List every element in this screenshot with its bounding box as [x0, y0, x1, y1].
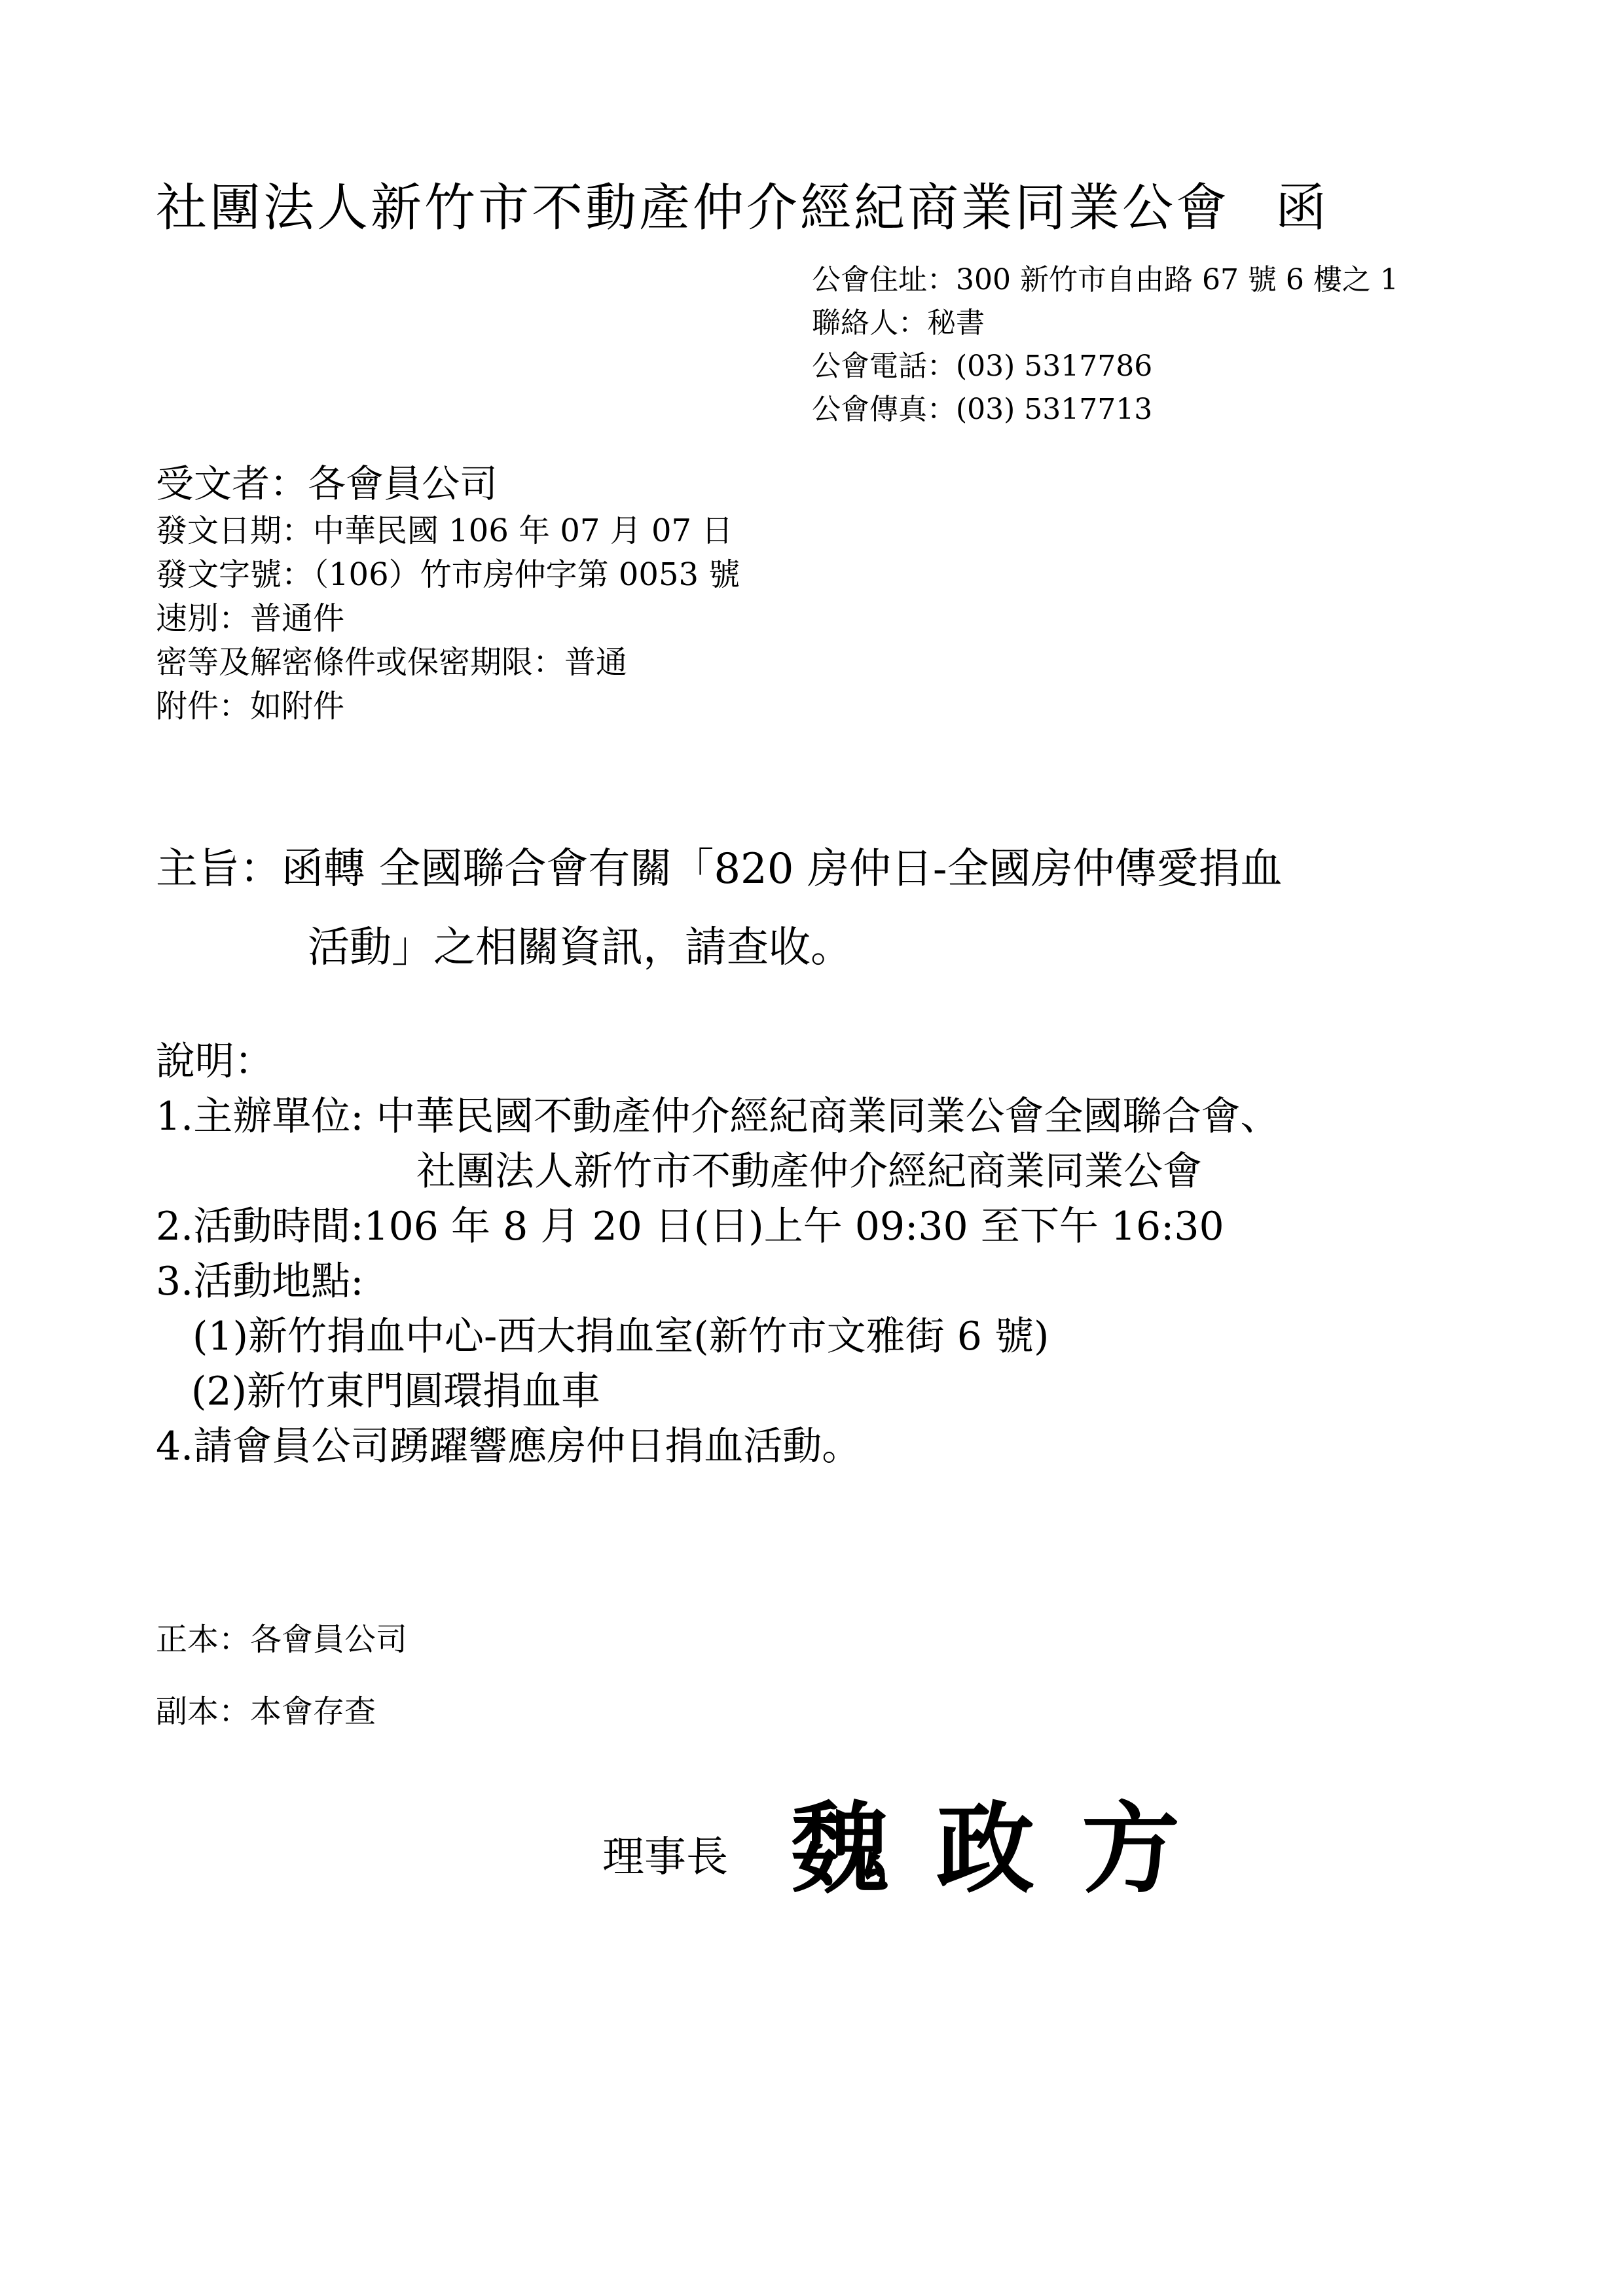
location-2: (2)新竹東門圓環捐血車	[191, 1369, 600, 1414]
attachment: 附件：如附件	[156, 688, 345, 725]
copies	[156, 1604, 407, 1748]
phone: 公會電話：(03) 5317786	[812, 350, 1153, 383]
organization-name: 社團法人新竹市不動產仲介經紀商業同業公會	[156, 179, 1230, 238]
subject-line-1: 主旨：函轉 全國聯合會有關「820 房仲日-全國房仲傳愛捐血	[156, 845, 1283, 893]
classification: 密等及解密條件或保密期限：普通	[156, 644, 628, 681]
explanation-item-2: 2.活動時間:106 年 8 月 20 日(日)上午 09:30 至下午 16:30	[156, 1204, 1224, 1249]
fax: 公會傳真：(03) 5317713	[812, 393, 1153, 426]
header-fields	[156, 509, 740, 728]
signature-block	[602, 1791, 1228, 1907]
explanation-heading: 說明：	[156, 1039, 274, 1085]
contact-block	[812, 259, 1398, 431]
signatory-name: 魏政方	[791, 1791, 1228, 1907]
issue-date: 發文日期：中華民國 106 年 07 月 07 日	[156, 512, 733, 549]
recipient: 受文者：各會員公司	[156, 461, 498, 506]
explanation-item-1: 1.主辦單位: 中華民國不動產仲介經紀商業同業公會全國聯合會、	[156, 1094, 1280, 1139]
explanation-item-4: 4.請會員公司踴躍響應房仲日捐血活動。	[156, 1424, 862, 1469]
document-type: 函	[1275, 179, 1330, 238]
explanation-item-3: 3.活動地點:	[156, 1259, 364, 1304]
duplicate-copy: 副本：本會存查	[156, 1693, 376, 1730]
document-number: 發文字號：（106）竹市房仲字第 0053 號	[156, 556, 740, 593]
subject	[156, 830, 1282, 987]
explanation	[156, 1034, 1280, 1474]
address: 公會住址：300 新竹市自由路 67 號 6 樓之 1	[812, 263, 1398, 296]
location-1: (1)新竹捐血中心-西大捐血室(新竹市文雅街 6 號)	[192, 1314, 1049, 1359]
urgency: 速別：普通件	[156, 600, 345, 637]
signatory-title: 理事長	[602, 1833, 728, 1882]
letterhead-title	[156, 175, 1329, 241]
explanation-item-1-cont: 社團法人新竹市不動產仲介經紀商業同業公會	[416, 1149, 1202, 1194]
original-copy: 正本：各會員公司	[156, 1621, 408, 1658]
contact-person: 聯絡人：秘書	[812, 306, 985, 340]
subject-line-2: 活動」之相關資訊，請查收。	[308, 924, 852, 972]
